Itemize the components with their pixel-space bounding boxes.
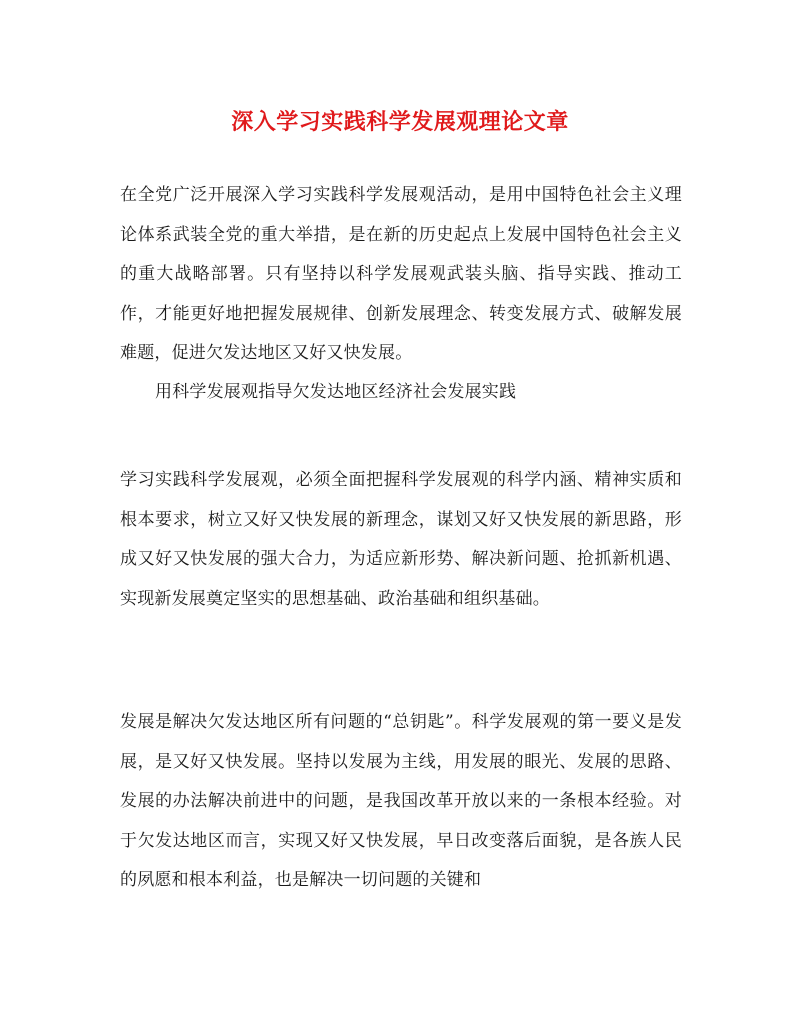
paragraph-study-practice: 学习实践科学发展观，必须全面把握科学发展观的科学内涵、精神实质和根本要求，树立又好又快发展的新理念，谋划又好又快发展的新思路，形成又好又快发展的强大合力，为适应新形势、解决新问题、抢抓新机遇、实现新发展奠定坚实的思想基础、政治基础和组织基础。 (120, 470, 682, 609)
paragraph-development-key: 发展是解决欠发达地区所有问题的“总钥匙”。科学发展观的第一要义是发展，是又好又快发展。坚持以发展为主线，用发展的眼光、发展的思路、发展的办法解决前进中的问题，是我国改革开放以来的一条根本经验。对于欠发达地区而言，实现又好又快发展，早日改变落后面貌，是各族人民的夙愿和根本利益，也是解决一切问题的关键和 (120, 712, 682, 890)
paragraph-intro: 在全党广泛开展深入学习实践科学发展观活动，是用中国特色社会主义理论体系武装全党的重大举措，是在新的历史起点上发展中国特色社会主义的重大战略部署。只有坚持以科学发展观武装头脑、指导实践、推动工作，才能更好地把握发展规律、创新发展理念、转变发展方式、破解发展难题，促进欠发达地区又好又快发展。 (120, 185, 682, 363)
section-subheading: 用科学发展观指导欠发达地区经济社会发展实践 (155, 382, 517, 402)
document-title: 深入学习实践科学发展观理论文章 (231, 109, 569, 135)
